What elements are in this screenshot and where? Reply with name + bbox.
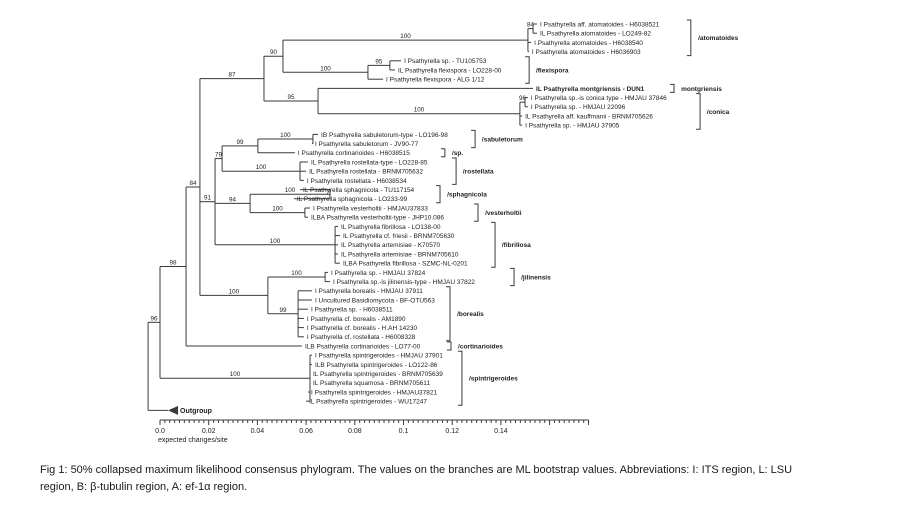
clade-bracket-sabuletorum [471, 130, 475, 147]
support-value: 100 [284, 187, 296, 195]
clade-label-spintrigeroides: /spintrigeroides [469, 375, 518, 383]
taxon-label: I Psathyrella sabuletorum - JV90-77 [314, 141, 419, 148]
taxon-label: I Psathyrella cortinarioides - H6038515 [297, 150, 410, 158]
clade-label-rostellata: /rostellata [462, 168, 494, 176]
taxon-label: I Psathyrella vesterholtii - HMJAU37833 [312, 205, 428, 213]
taxon-label: I Psathyrella flexispora - ALG 1/12 [386, 76, 485, 84]
axis-tick-label: 0.12 [445, 428, 460, 435]
support-value: 87 [228, 71, 236, 79]
clade-bracket-conica [696, 94, 700, 130]
caption-line-1: Fig 1: 50% collapsed maximum likelihood consensus phylogram. The values on the branches are ML bootstrap values. Abbreviations: I: ITS region, L: LSU [40, 464, 793, 476]
support-value: 100 [400, 33, 411, 41]
support-value: 84 [189, 180, 197, 188]
support-value: 96 [150, 315, 158, 323]
taxon-label: ILBA Psathyrella vesterholtii-type - JHP10.086 [311, 214, 445, 222]
caption-line-2: region, B: β-tubulin region, A: ef-1α region. [40, 481, 248, 494]
taxon-label: IL Psathyrella cf. friesii - BRNM705630 [342, 233, 455, 240]
taxon-label: IL Psathyrella sphagnicola - TU117154 [303, 187, 415, 194]
axis-tick-label: 0.04 [250, 428, 265, 435]
clade-label-conica: /conica [706, 108, 730, 116]
taxon-label: I Psathyrella atomatoides - H6038540 [534, 39, 643, 47]
taxon-label: IL Psathyrella flexispora - LO228-00 [397, 67, 502, 75]
axis-tick-label: 0.08 [347, 428, 362, 435]
taxon-label: I Psathyrella spintrigeroides - HMJAU37821 [311, 389, 438, 397]
taxon-label: IL Psathyrella fibrillosa - LO138-00 [340, 223, 441, 231]
taxon-label: IL Psathyrella aff. kauffmanii - BRNM705626 [525, 113, 653, 121]
taxon-label: IL Psathyrella artemisiae - BRNM705610 [340, 251, 459, 259]
clade-bracket-spintrigeroides [458, 351, 462, 405]
clade-bracket-montgriensis [670, 84, 674, 92]
support-value: 95 [287, 94, 295, 102]
clade-bracket-sp [441, 149, 445, 157]
taxon-label: I Psathyrella cf. borealis - H.AH 14230 [306, 325, 418, 332]
taxon-label: IL Psathyrella rostellata-type - LO228-85 [311, 159, 428, 167]
clade-label-vesterholtii: /vesterholtii [485, 210, 522, 217]
axis-tick-label: 0.14 [494, 428, 508, 435]
clade-label-sabuletorum: /sabuletorum [481, 136, 523, 144]
taxon-label: I Psathyrella rostellata - H6038534 [306, 177, 407, 185]
clade-label-jilinensis: /jilinensis [521, 274, 551, 282]
clade-bracket-vesterholtii [474, 204, 478, 221]
taxon-label: IL Psathyrella spintrigeroides - BRNM705639 [312, 371, 443, 378]
clade-label-borealis: /borealis [457, 311, 484, 319]
taxon-label: I Psathyrella aff. atomatoides - H6038521 [539, 21, 660, 29]
support-value: 90 [269, 49, 277, 57]
taxon-label: IL Psathyrella spintrigeroides - WU17247 [309, 398, 428, 406]
clade-bracket-borealis [446, 287, 450, 341]
taxon-label: ILB Psathyrella spintrigeroides - LO122-86 [314, 361, 438, 369]
clade-label-sphagnicola: /sphagnicola [447, 191, 487, 199]
figure-caption [40, 462, 872, 496]
support-value: 100 [269, 237, 281, 245]
taxon-label: I Psathyrella cf. rostellata - H6008328 [306, 334, 416, 342]
support-value: 79 [215, 151, 223, 159]
clade-bracket-flexispora [525, 57, 529, 83]
axis-tick-label: 0.0 [155, 428, 165, 435]
taxon-label: I Psathyrella sp. - H6038511 [311, 306, 393, 314]
taxon-label: IL Psathyrella squamosa - BRNM705611 [312, 380, 431, 388]
taxon-label: I Psathyrella spintrigeroides - HMJAU 37901 [314, 352, 443, 360]
support-value: 95 [375, 58, 383, 66]
taxon-label: I Psathyrella sp.-is jilinensis-type - HMJAU 37822 [332, 279, 475, 286]
support-value: 91 [203, 194, 211, 202]
taxon-label: I Psathyrella atomatoides - H6036903 [531, 49, 641, 56]
taxon-label: I Psathyrella sp. - HMJAU 37905 [525, 122, 620, 130]
support-value: 100 [280, 132, 291, 139]
taxon-label: I Uncultured Basidiomycota - BF-OTU563 [314, 297, 435, 305]
support-value: 100 [291, 270, 302, 277]
taxon-label: ILB Psathyrella cortinarioides - LO77-00 [304, 343, 421, 351]
support-value: 100 [413, 106, 425, 114]
support-value: 84 [526, 21, 534, 29]
support-value: 100 [255, 164, 267, 172]
taxon-label: I Psathyrella sp. - HMJAU 22096 [530, 104, 626, 112]
clade-label-atomatoides: /atomatoides [698, 35, 739, 43]
support-value: 94 [229, 196, 237, 204]
axis-tick-label: 0.02 [201, 428, 216, 435]
taxon-label: I Psathyrella cf. borealis - AM1890 [306, 315, 406, 323]
axis-tick-label: 0.1 [398, 428, 409, 435]
outgroup-triangle-icon [168, 406, 178, 415]
axis-title: expected changes/site [158, 437, 228, 444]
clade-label-fibrillosa: /fibrillosa [501, 242, 531, 250]
clade-bracket-fibrillosa [491, 222, 495, 267]
clade-bracket-sphagnicola [436, 186, 440, 203]
clade-label-sp: /sp. [451, 150, 464, 158]
taxon-label: ILBA Psathyrella fibrillosa - SZMC-NL-0201 [342, 260, 468, 268]
taxon-label: IL Psathyrella sphagnicola - LO233-99 [296, 196, 408, 204]
support-value: 100 [272, 205, 283, 213]
support-value: 99 [236, 138, 244, 146]
taxon-label: IL Psathyrella atomatoides - LO249-82 [539, 30, 651, 38]
clade-bracket-atomatoides [687, 20, 691, 56]
taxon-label: I Psathyrella sp. - HMJAU 37824 [331, 269, 426, 277]
taxon-label: IL Psathyrella rostellata - BRNM705632 [309, 168, 424, 176]
taxon-label: IL Psathyrella artemisiae - K70570 [340, 242, 441, 250]
support-value: 96 [518, 95, 526, 103]
taxon-label: I Psathyrella sp.-is conica type - HMJAU 37846 [530, 95, 667, 102]
clade-bracket-cortinarioides [447, 342, 451, 350]
support-value: 100 [320, 65, 331, 73]
taxon-label: I Psathyrella sp. - TU105753 [404, 58, 487, 66]
taxon-label: I Psathyrella borealis - HMJAU 37911 [314, 288, 423, 296]
outgroup-label: Outgroup [180, 408, 212, 415]
taxon-label: IL Psathyrella montgriensis - DUN1 [536, 85, 645, 93]
clade-label-montgriensis: montgriensis [681, 85, 722, 93]
clade-bracket-jilinensis [510, 268, 514, 285]
support-value: 100 [228, 288, 240, 296]
clade-label-cortinarioides: /cortinarioides [458, 343, 503, 351]
support-value: 100 [229, 371, 241, 379]
support-value: 99 [279, 306, 287, 314]
taxon-label: IB Psathyrella sabuletorum-type - LO196-98 [321, 131, 448, 139]
clade-bracket-rostellata [452, 158, 456, 184]
clade-label-flexispora: /flexispora [535, 67, 569, 75]
axis-tick-label: 0.06 [299, 428, 313, 435]
support-value: 98 [169, 259, 177, 267]
